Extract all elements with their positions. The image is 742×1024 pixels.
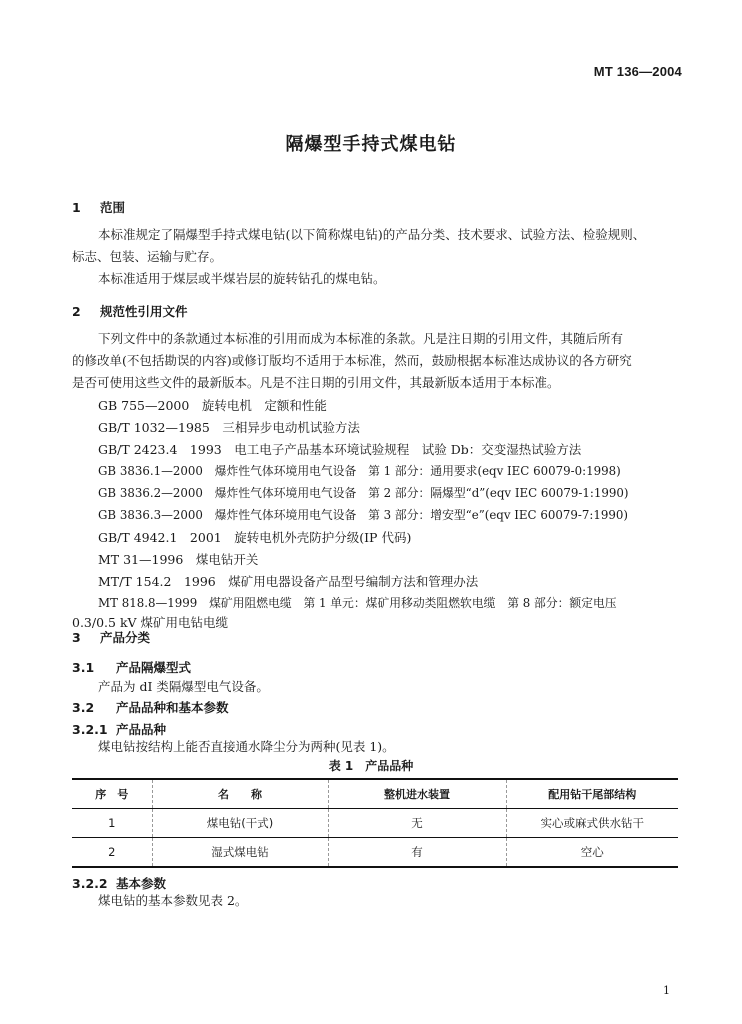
subsection-number: 3.2.1 bbox=[72, 722, 108, 737]
reference-item-last-line-2: 0.3/0.5 kV 煤矿用电钻电缆 bbox=[72, 615, 229, 630]
table-header-cell: 名 称 bbox=[152, 779, 328, 809]
subsection-number: 3.2.2 bbox=[72, 876, 108, 891]
section-2-heading bbox=[72, 302, 188, 320]
reference-item: GB/T 1032—1985 三相异步电动机试验方法 bbox=[98, 420, 360, 435]
table-cell: 1 bbox=[72, 809, 152, 838]
subsection-title: 产品品种 bbox=[116, 722, 167, 737]
table-1-caption: 表 1 产品品种 bbox=[328, 759, 414, 773]
table-header-cell: 配用钻干尾部结构 bbox=[506, 779, 678, 809]
section-title: 规范性引用文件 bbox=[100, 304, 188, 319]
reference-item: GB/T 2423.4 1993 电工电子产品基本环境试验规程 试验 Db：交变湿热试验方法 bbox=[98, 442, 582, 457]
reference-item-last-line-1: MT 818.8—1999 煤矿用阻燃电缆 第 1 单元：煤矿用移动类阻燃软电缆 第 8 部分：额定电压 bbox=[98, 596, 617, 610]
subsection-title: 基本参数 bbox=[116, 876, 167, 891]
section-2-paragraph-line-1: 下列文件中的条款通过本标准的引用而成为本标准的条款。凡是注日期的引用文件，其随后所有 bbox=[98, 331, 624, 346]
section-1-paragraph-1-line-2: 标志、包装、运输与贮存。 bbox=[72, 249, 223, 264]
subsection-title: 产品隔爆型式 bbox=[116, 660, 192, 675]
reference-item: GB 755—2000 旋转电机 定额和性能 bbox=[98, 398, 327, 413]
reference-item: GB/T 4942.1 2001 旋转电机外壳防护分级(IP 代码) bbox=[98, 530, 412, 545]
subsection-3-2-heading bbox=[72, 698, 229, 716]
section-1-paragraph-2: 本标准适用于煤层或半煤岩层的旋转钻孔的煤电钻。 bbox=[98, 271, 386, 286]
section-3-heading bbox=[72, 628, 150, 646]
subsection-3-1-heading bbox=[72, 658, 191, 676]
table-header-cell: 序 号 bbox=[72, 779, 152, 809]
table-row bbox=[72, 838, 678, 868]
section-number: 2 bbox=[72, 304, 81, 319]
reference-item: GB 3836.3—2000 爆炸性气体环境用电气设备 第 3 部分：增安型“e”(eqv IEC 60079-7:1990) bbox=[98, 508, 628, 522]
section-number: 1 bbox=[72, 200, 81, 215]
table-cell: 湿式煤电钻 bbox=[152, 838, 328, 868]
section-2-paragraph-line-2: 的修改单(不包括勘误的内容)或修订版均不适用于本标准，然而，鼓励根据本标准达成协议的各方研究 bbox=[72, 353, 632, 368]
subsection-3-2-2-text: 煤电钻的基本参数见表 2。 bbox=[98, 893, 248, 908]
page-number: 1 bbox=[663, 984, 670, 997]
table-cell: 有 bbox=[328, 838, 506, 868]
product-variety-table bbox=[72, 778, 678, 868]
reference-item: GB 3836.1—2000 爆炸性气体环境用电气设备 第 1 部分：通用要求(eqv IEC 60079-0:1998) bbox=[98, 464, 621, 478]
table-header-cell: 整机进水装置 bbox=[328, 779, 506, 809]
table-row bbox=[72, 809, 678, 838]
section-number: 3 bbox=[72, 630, 81, 645]
document-title: 隔爆型手持式煤电钻 bbox=[285, 134, 457, 155]
table-cell: 无 bbox=[328, 809, 506, 838]
table-cell: 煤电钻(干式) bbox=[152, 809, 328, 838]
subsection-title: 产品品种和基本参数 bbox=[116, 700, 229, 715]
section-2-paragraph-line-3: 是否可使用这些文件的最新版本。凡是不注日期的引用文件，其最新版本适用于本标准。 bbox=[72, 375, 560, 390]
table-cell: 空心 bbox=[506, 838, 678, 868]
reference-item: MT/T 154.2 1996 煤矿用电器设备产品型号编制方法和管理办法 bbox=[98, 574, 479, 589]
section-title: 产品分类 bbox=[100, 630, 151, 645]
table-cell: 2 bbox=[72, 838, 152, 868]
subsection-3-2-1-text: 煤电钻按结构上能否直接通水降尘分为两种(见表 1)。 bbox=[98, 739, 395, 754]
reference-item: MT 31—1996 煤电钻开关 bbox=[98, 552, 259, 567]
subsection-number: 3.1 bbox=[72, 660, 95, 675]
table-header-row bbox=[72, 779, 678, 809]
subsection-number: 3.2 bbox=[72, 700, 95, 715]
standard-code: MT 136—2004 bbox=[593, 64, 682, 79]
section-title: 范围 bbox=[100, 200, 126, 215]
section-1-heading bbox=[72, 198, 125, 216]
reference-item: GB 3836.2—2000 爆炸性气体环境用电气设备 第 2 部分：隔爆型“d”(eqv IEC 60079-1:1990) bbox=[98, 486, 629, 500]
subsection-3-1-text: 产品为 dI 类隔爆型电气设备。 bbox=[98, 679, 269, 694]
table-cell: 实心或麻式供水钻干 bbox=[506, 809, 678, 838]
section-1-paragraph-1-line-1: 本标准规定了隔爆型手持式煤电钻(以下简称煤电钻)的产品分类、技术要求、试验方法、检验规则、 bbox=[98, 227, 646, 242]
